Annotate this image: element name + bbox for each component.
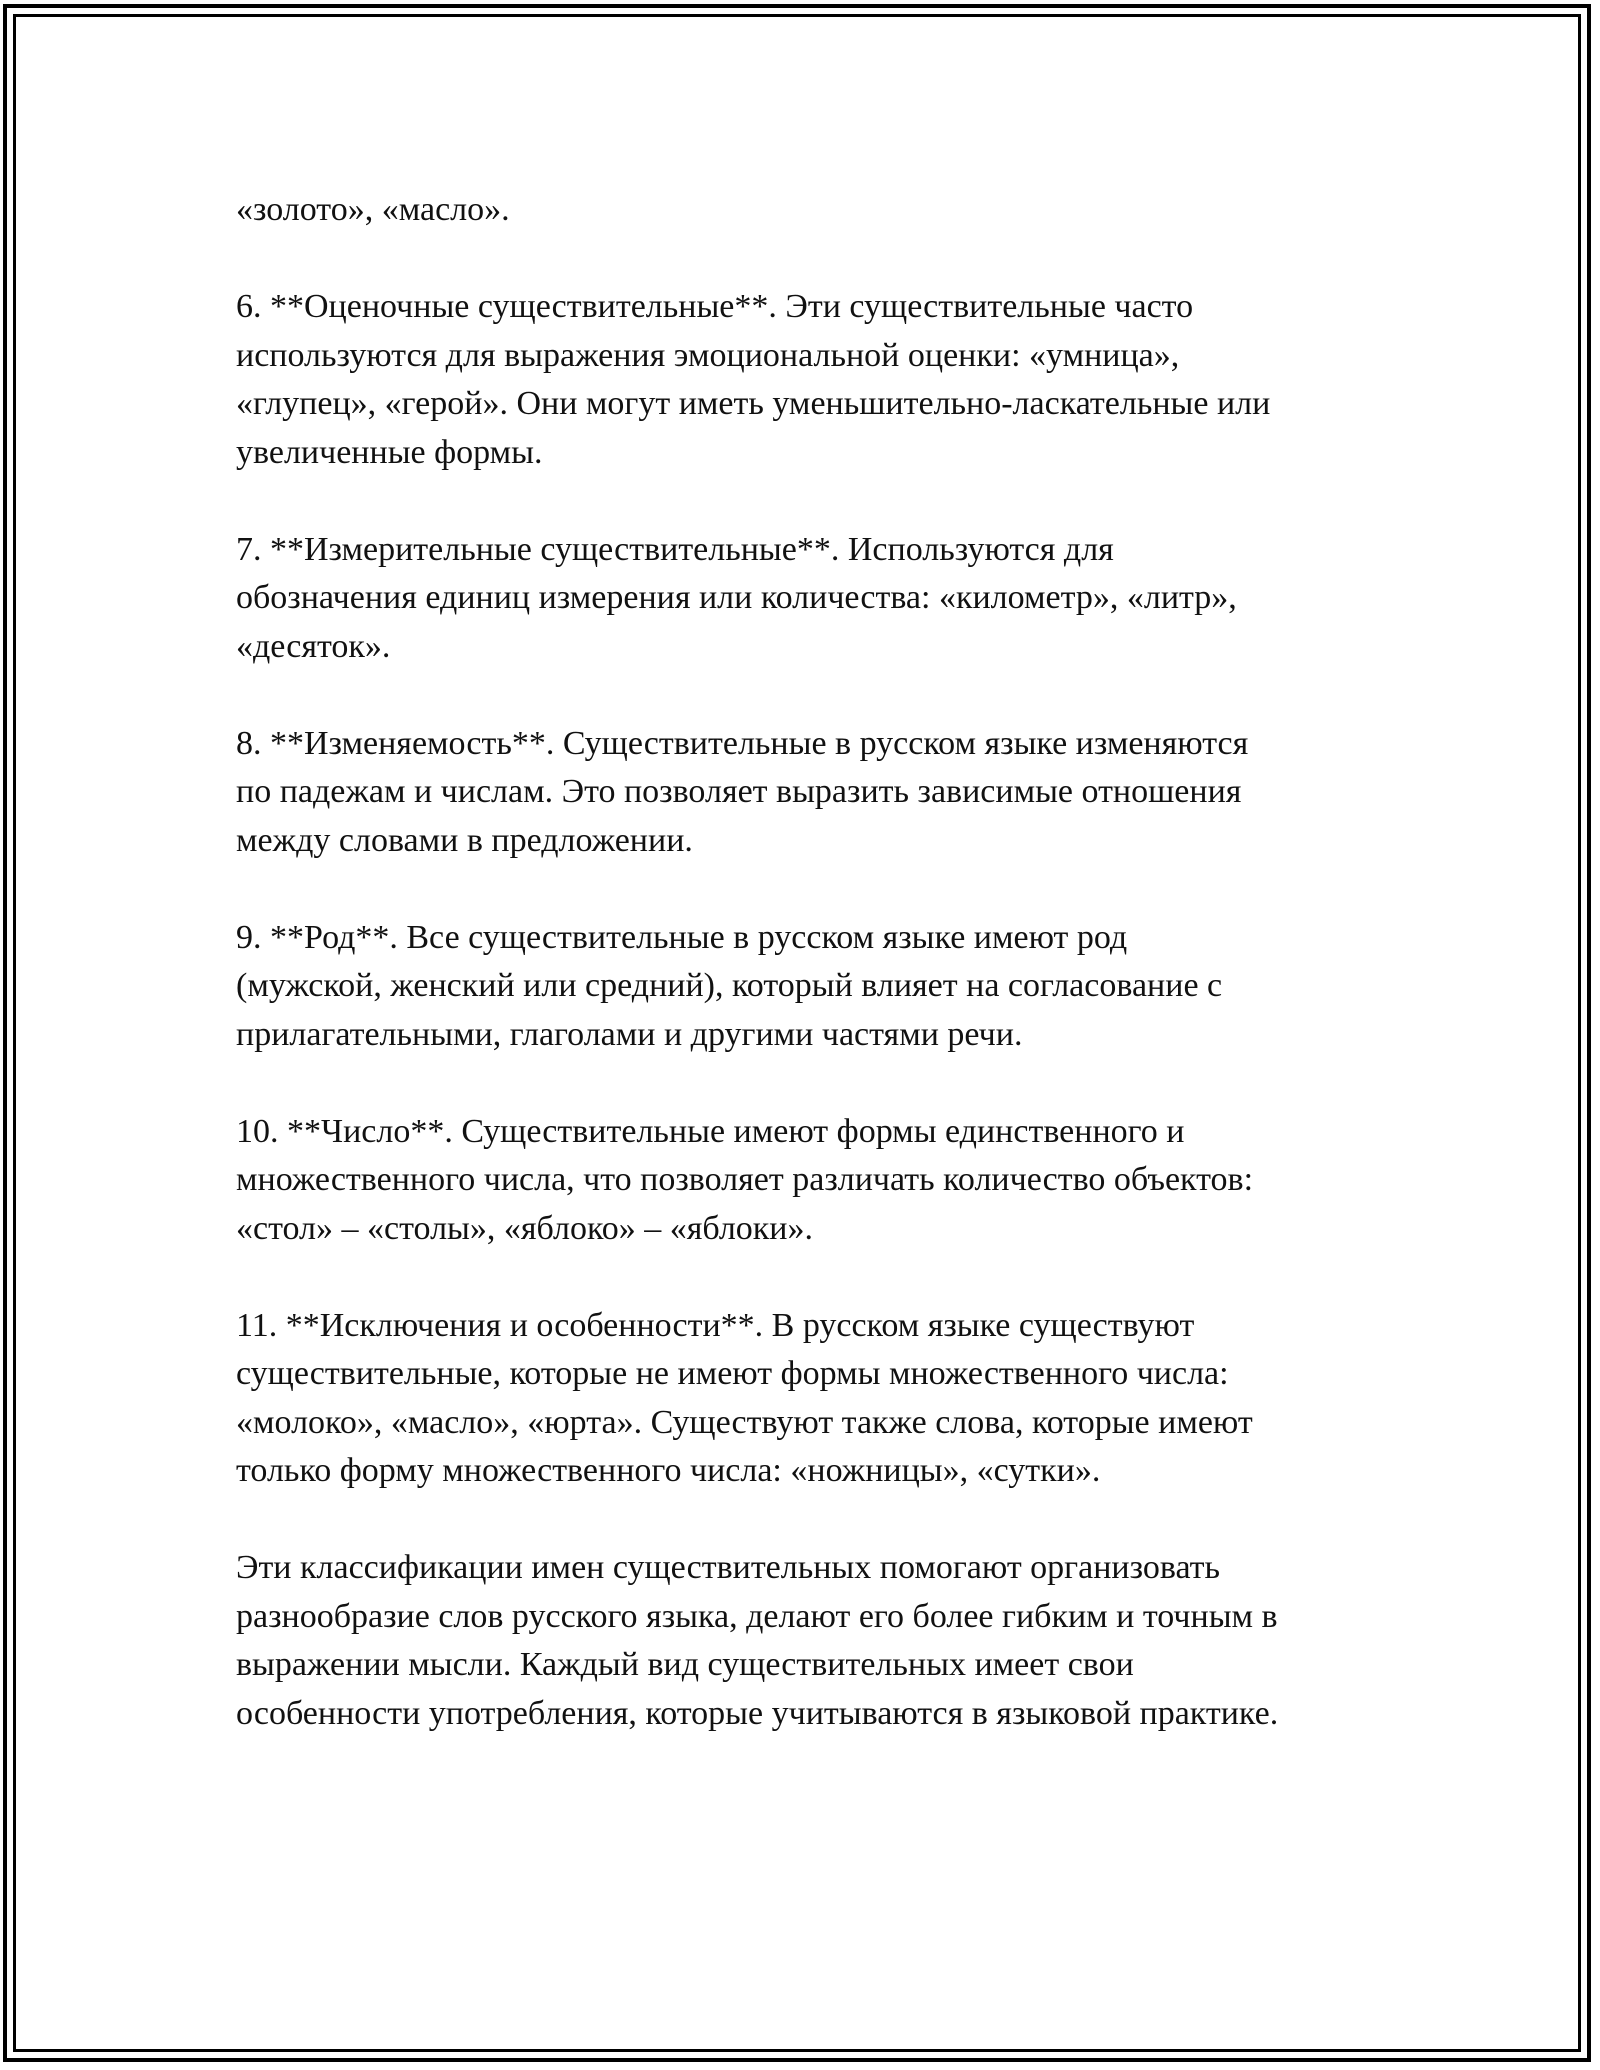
paragraph-continuation: «золото», «масло». (236, 191, 510, 228)
paragraph-item-11: 11. **Исключения и особенности**. В русском языке существуют существительные, которые не имеют формы множественного числа: «молоко», «масло», «юрта». Существуют также слова, которые имеют только форму множественного числа: «ножницы», «сутки». (236, 1306, 1253, 1489)
document-body (236, 186, 1396, 1787)
paragraph-item-10: 10. **Число**. Существительные имеют формы единственного и множественного числа, что позволяет различать количество объектов: «стол» – «столы», «яблоко» – «яблоки». (236, 1112, 1254, 1247)
paragraph-conclusion: Эти классификации имен существительных помогают организовать разнообразие слов русского языка, делают его более гибким и точным в выражении мысли. Каждый вид существительных имеет свои особенности употребления, которые учитываются в языковой практике. (236, 1549, 1279, 1732)
paragraph-item-9: 9. **Род**. Все существительные в русском языке имеют род (мужской, женский или средний), который влияет на согласование с прилагательными, глаголами и другими частями речи. (236, 918, 1223, 1053)
paragraph-item-6: 6. **Оценочные существительные**. Эти существительные часто используются для выражения эмоциональной оценки: «умница», «глупец», «герой». Они могут иметь уменьшительно-ласкательные или увеличенные формы. (236, 288, 1271, 471)
paragraph-item-7: 7. **Измерительные существительные**. Используются для обозначения единиц измерения или количества: «километр», «литр», «десяток». (236, 530, 1237, 665)
paragraph-item-8: 8. **Изменяемость**. Существительные в русском языке изменяются по падежам и числам. Это позволяет выразить зависимые отношения между словами в предложении. (236, 724, 1249, 859)
